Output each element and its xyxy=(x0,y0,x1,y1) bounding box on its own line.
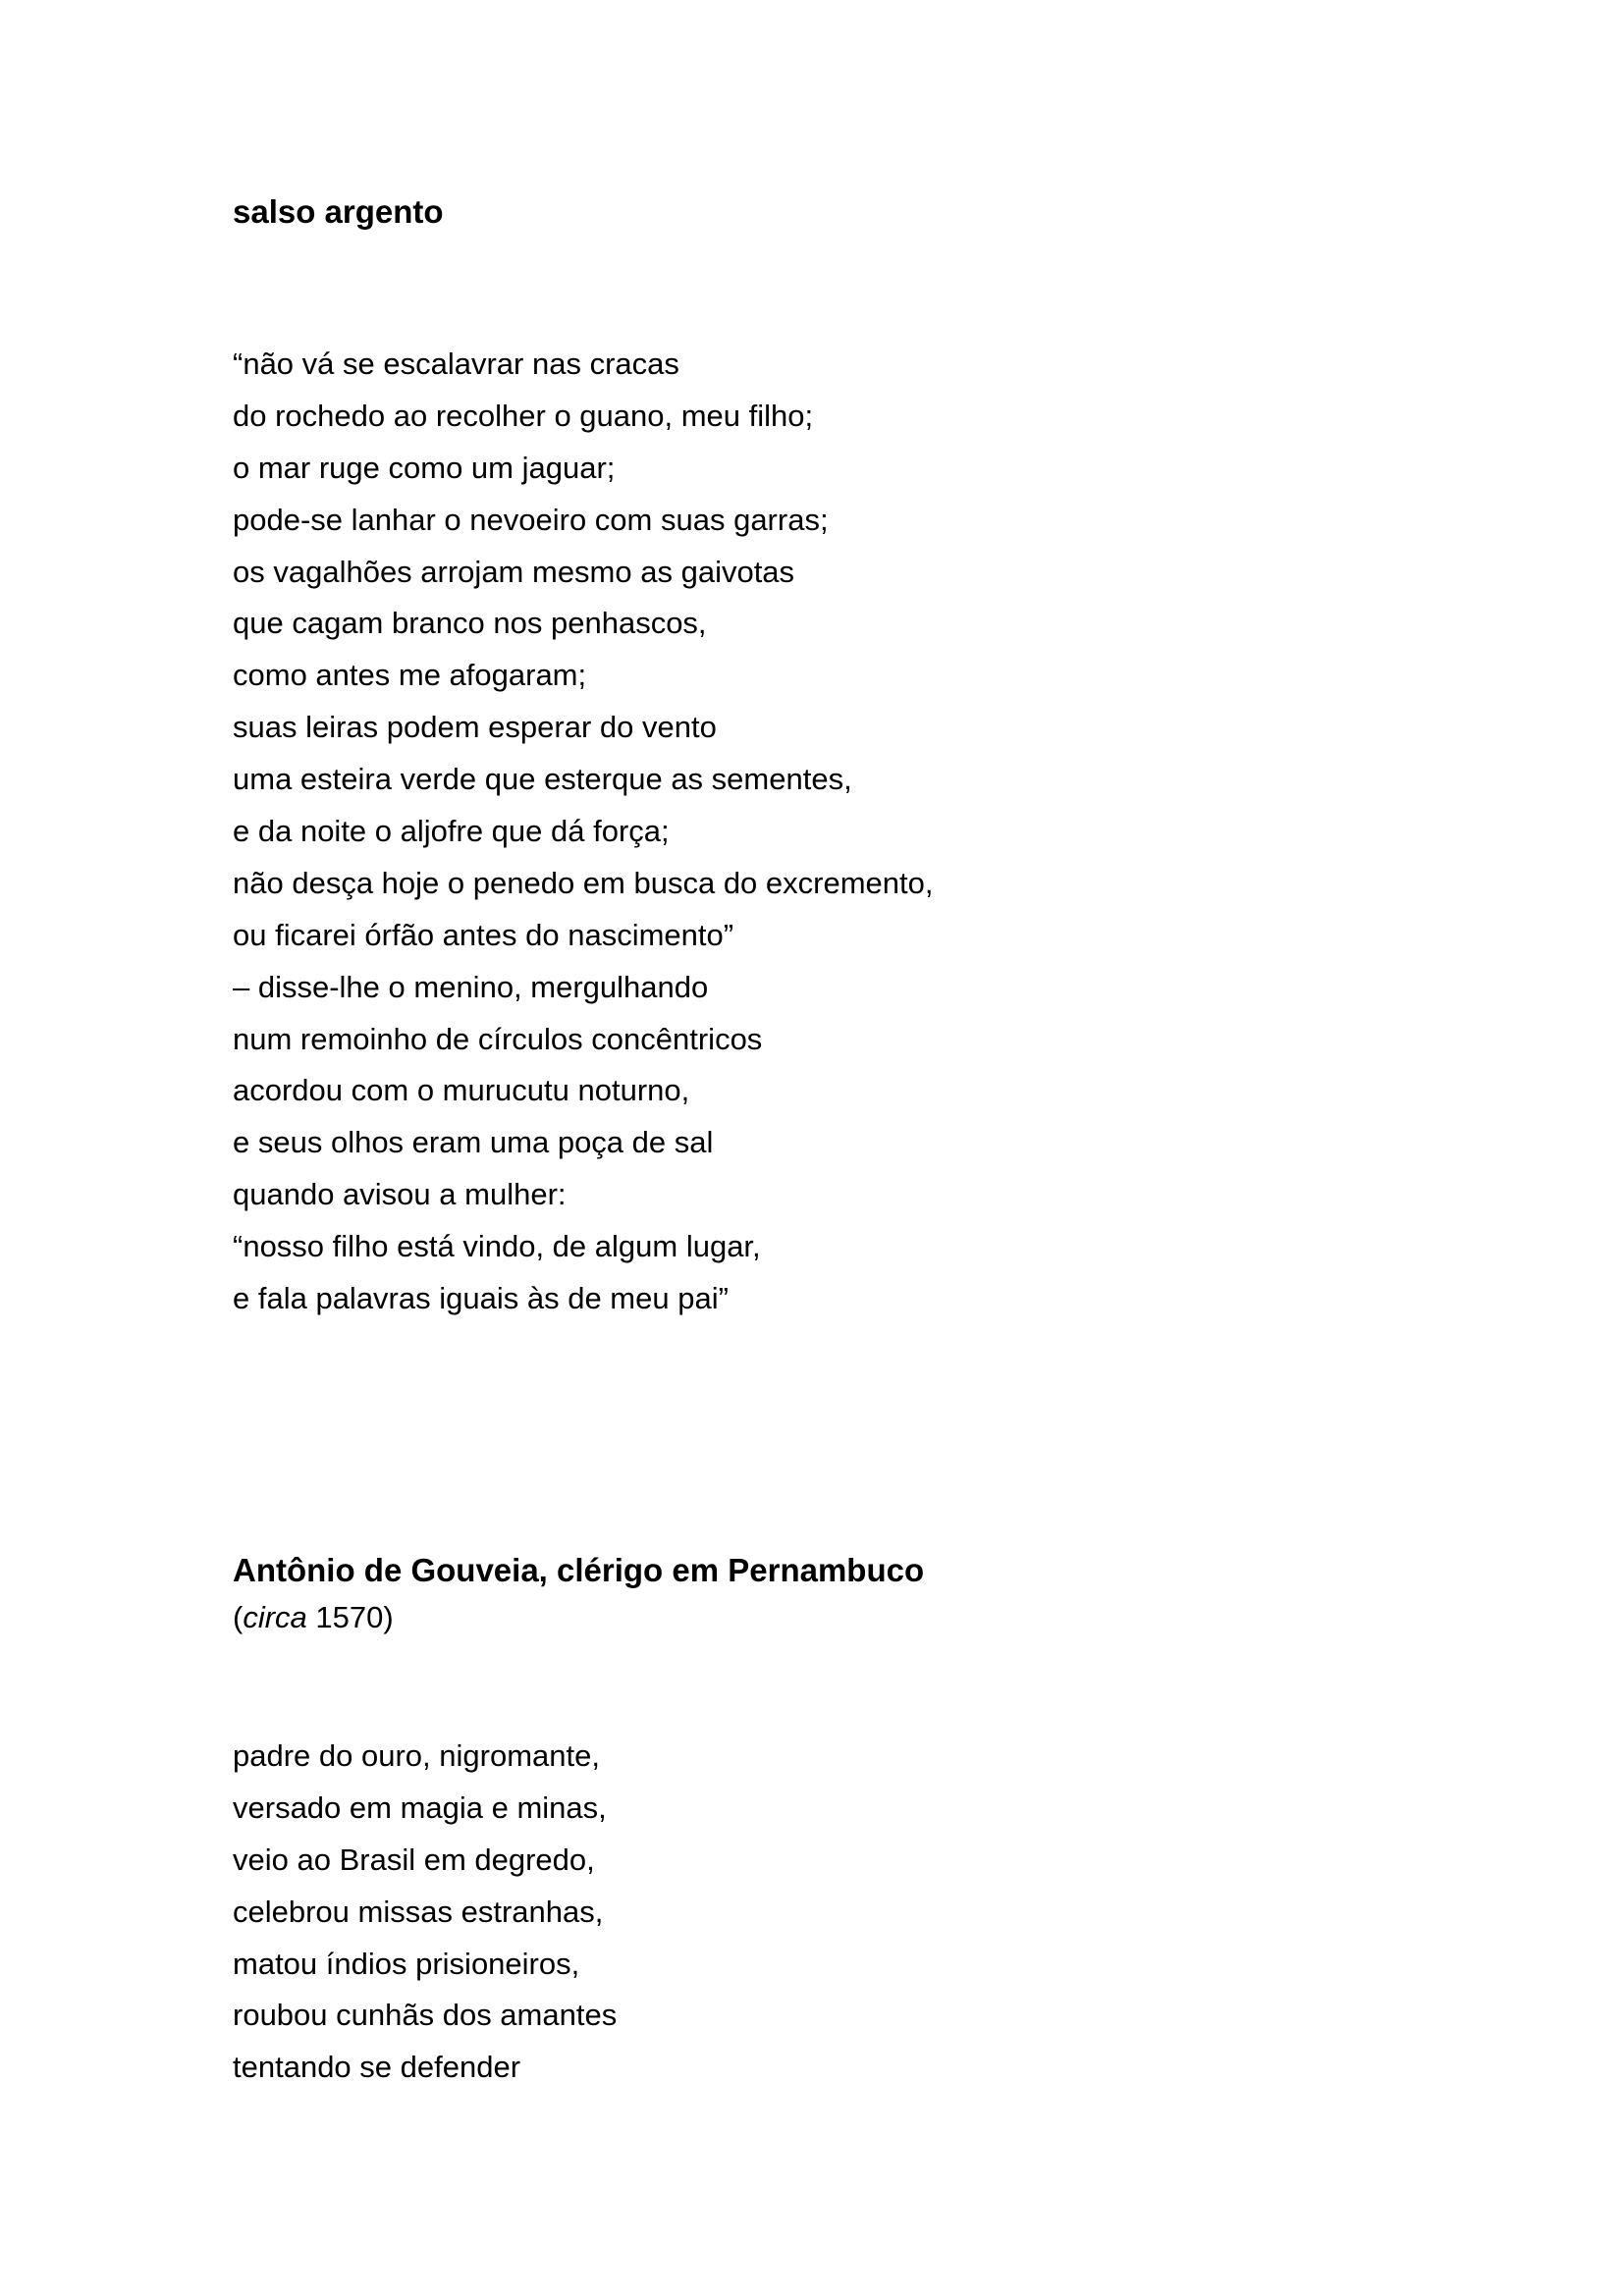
poem-line: e seus olhos eram uma poça de sal xyxy=(233,1125,714,1160)
poem-line: suas leiras podem esperar do vento xyxy=(233,710,717,745)
poem-line: os vagalhões arrojam mesmo as gaivotas xyxy=(233,554,795,589)
subtitle-rest: 1570) xyxy=(306,1600,394,1634)
poem-body xyxy=(233,1731,1411,2094)
poem-line: “não vá se escalavrar nas cracas xyxy=(233,347,679,381)
poem-body xyxy=(233,339,1411,1325)
poem-line: o mar ruge como um jaguar; xyxy=(233,450,616,485)
poem-line: e fala palavras iguais às de meu pai” xyxy=(233,1281,729,1316)
poem-line: versado em magia e minas, xyxy=(233,1789,607,1825)
poem-title: salso argento xyxy=(233,193,444,230)
poem-line: ou ficarei órfão antes do nascimento” xyxy=(233,917,734,952)
poem-title: Antônio de Gouveia, clérigo em Pernambuco xyxy=(233,1552,925,1588)
poem-line: celebrou missas estranhas, xyxy=(233,1894,604,1929)
poem-line: uma esteira verde que esterque as sementes, xyxy=(233,762,852,797)
poem-line: “nosso filho está vindo, de algum lugar, xyxy=(233,1229,761,1264)
poem-antonio-de-gouveia xyxy=(233,1547,1411,2094)
poem-line: do rochedo ao recolher o guano, meu filho; xyxy=(233,398,814,433)
poem-line: acordou com o murucutu noturno, xyxy=(233,1073,690,1108)
poem-line: tentando se defender xyxy=(233,2050,521,2085)
subtitle-italic: circa xyxy=(243,1600,307,1634)
poem-salso-argento xyxy=(233,188,1411,1325)
poem-line: que cagam branco nos penhascos, xyxy=(233,606,707,641)
subtitle-open: ( xyxy=(233,1600,244,1634)
poem-line: matou índios prisioneiros, xyxy=(233,1946,580,1981)
poem-line: e da noite o aljofre que dá força; xyxy=(233,814,670,849)
poem-line: quando avisou a mulher: xyxy=(233,1177,567,1212)
poem-line: pode-se lanhar o nevoeiro com suas garras; xyxy=(233,502,829,537)
poem-line: – disse-lhe o menino, mergulhando xyxy=(233,969,709,1004)
poem-line: num remoinho de círculos concêntricos xyxy=(233,1021,763,1056)
poem-subtitle xyxy=(233,1594,1411,1641)
poem-line: como antes me afogaram; xyxy=(233,658,587,693)
poem-line: padre do ouro, nigromante, xyxy=(233,1738,600,1773)
poem-line: veio ao Brasil em degredo, xyxy=(233,1842,595,1877)
poem-line: roubou cunhãs dos amantes xyxy=(233,1998,618,2033)
poem-line: não desça hoje o penedo em busca do excremento, xyxy=(233,865,934,900)
